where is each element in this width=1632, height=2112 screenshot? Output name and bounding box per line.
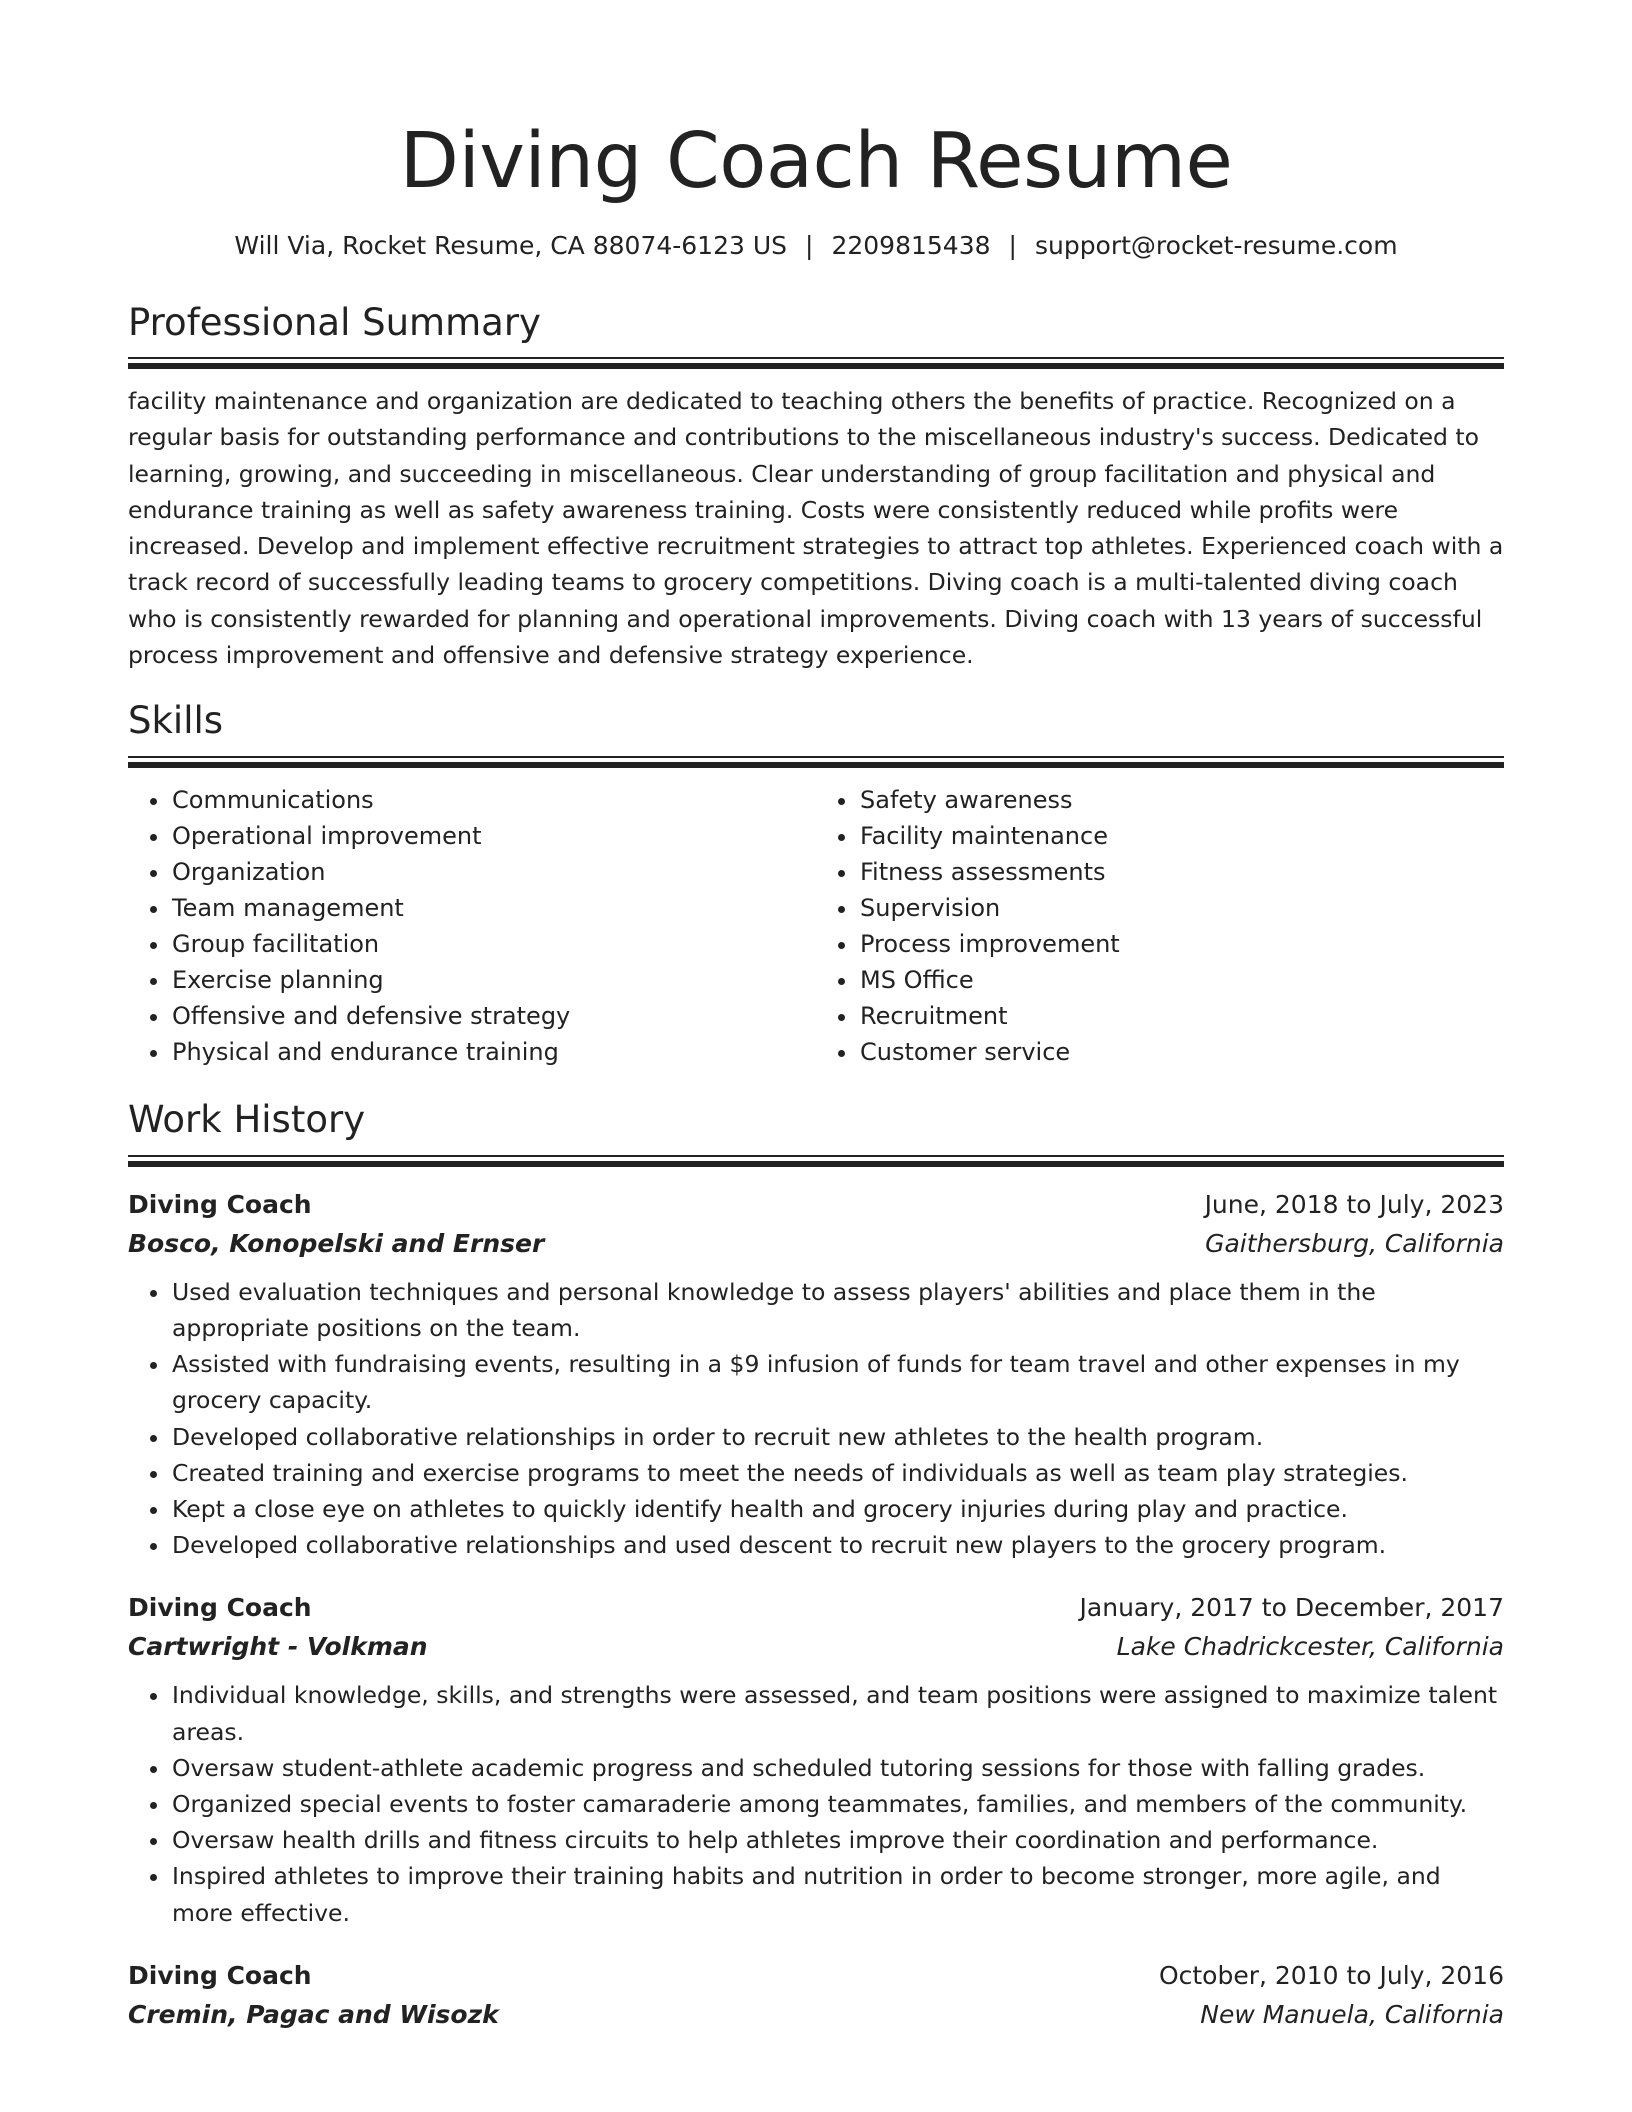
- job-company: Bosco, Konopelski and Ernser: [128, 1228, 545, 1258]
- skill-item: • Offensive and defensive strategy: [171, 998, 816, 1034]
- job-bullet: • Inspired athletes to improve their training habits and nutrition in order to become stronger, more agile, and more effective.: [171, 1858, 1504, 1930]
- job-dates: January, 2017 to December, 2017: [1079, 1593, 1504, 1623]
- job-subheader-row: [128, 1627, 1504, 1666]
- skill-item: • Recruitment: [859, 998, 1504, 1034]
- skill-item: • Facility maintenance: [859, 818, 1504, 854]
- job-company: Cremin, Pagac and Wisozk: [128, 1999, 499, 2029]
- contact-separator: |: [1008, 230, 1017, 260]
- job-dates: June, 2018 to July, 2023: [1204, 1189, 1504, 1219]
- contact-address: Will Via, Rocket Resume, CA 88074-6123 US: [234, 230, 788, 260]
- skill-item: • Process improvement: [859, 926, 1504, 962]
- job-bullet: • Developed collaborative relationships in order to recruit new athletes to the health program.: [171, 1419, 1504, 1455]
- skills-list: [128, 782, 1504, 1071]
- section-divider: [128, 1155, 1504, 1167]
- job-bullet: • Kept a close eye on athletes to quickly identify health and grocery injuries during play and practice.: [171, 1491, 1504, 1527]
- skill-item: • MS Office: [859, 962, 1504, 998]
- skill-item: • Physical and endurance training: [171, 1034, 816, 1070]
- job-bullet: • Developed collaborative relationships and used descent to recruit new players to the grocery program.: [171, 1527, 1504, 1563]
- skill-item: • Exercise planning: [171, 962, 816, 998]
- contact-phone: 2209815438: [831, 230, 991, 260]
- contact-line: [128, 231, 1504, 260]
- job-header-row: [128, 1185, 1504, 1224]
- summary-section: [128, 301, 1504, 674]
- job-bullets: [128, 1274, 1504, 1564]
- job-bullet: • Individual knowledge, skills, and strengths were assessed, and team positions were assigned to maximize talent areas.: [171, 1677, 1504, 1749]
- skill-item: • Fitness assessments: [859, 854, 1504, 890]
- contact-email[interactable]: support@rocket-resume.com: [1034, 230, 1398, 260]
- job-location: Gaithersburg, California: [1205, 1228, 1504, 1258]
- job-location: Lake Chadrickcester, California: [1116, 1632, 1504, 1662]
- contact-separator: |: [805, 230, 814, 260]
- skill-item: • Team management: [171, 890, 816, 926]
- job-entry: [128, 1185, 1504, 1564]
- job-header-row: [128, 1588, 1504, 1627]
- job-entry: [128, 1956, 1504, 2034]
- section-heading-summary: Professional Summary: [128, 300, 541, 344]
- skills-column-right: [816, 782, 1504, 1071]
- job-title: Diving Coach: [128, 1593, 312, 1623]
- job-bullets: [128, 1677, 1504, 1930]
- job-title: Diving Coach: [128, 1960, 312, 1990]
- section-heading-work-history: Work History: [128, 1098, 366, 1142]
- job-bullet: • Assisted with fundraising events, resulting in a $9 infusion of funds for team travel and other expenses in my grocery capacity.: [171, 1346, 1504, 1418]
- job-bullet: • Used evaluation techniques and personal knowledge to assess players' abilities and place them in the appropriate positions on the team.: [171, 1274, 1504, 1346]
- summary-text: facility maintenance and organization are dedicated to teaching others the benefits of practice. Recognized on a regular basis for outstanding performance and contributions to the miscellaneous industry's success. Dedicated to learning, growing, and succeeding in miscellaneous. Clear understanding of group facilitation and physical and endurance training as well as safety awareness training. Costs were consistently reduced while profits were increased. Develop and implement effective recruitment strategies to attract top athletes. Experienced coach with a track record of successfully leading teams to grocery competitions. Diving coach is a multi-talented diving coach who is consistently rewarded for planning and operational improvements. Diving coach with 13 years of successful process improvement and offensive and defensive strategy experience.: [128, 386, 1504, 670]
- job-bullet: • Created training and exercise programs to meet the needs of individuals as well as team play strategies.: [171, 1455, 1504, 1491]
- job-location: New Manuela, California: [1200, 1999, 1504, 2029]
- job-title: Diving Coach: [128, 1189, 312, 1219]
- job-subheader-row: [128, 1995, 1504, 2034]
- skill-item: • Supervision: [859, 890, 1504, 926]
- skill-item: • Safety awareness: [859, 782, 1504, 818]
- skill-item: • Group facilitation: [171, 926, 816, 962]
- job-dates: October, 2010 to July, 2016: [1158, 1960, 1504, 1990]
- skill-item: • Communications: [171, 782, 816, 818]
- skill-item: • Customer service: [859, 1034, 1504, 1070]
- resume-title: Diving Coach Resume: [399, 117, 1233, 206]
- work-history-section: [128, 1098, 1504, 2033]
- job-bullet: • Organized special events to foster camaraderie among teammates, families, and members of the community.: [171, 1786, 1504, 1822]
- section-divider: [128, 756, 1504, 768]
- section-heading-skills: Skills: [128, 699, 224, 743]
- job-entry: [128, 1588, 1504, 1930]
- section-divider: [128, 357, 1504, 369]
- skill-item: • Operational improvement: [171, 818, 816, 854]
- skill-item: • Organization: [171, 854, 816, 890]
- job-company: Cartwright - Volkman: [128, 1632, 428, 1662]
- skills-section: [128, 699, 1504, 1070]
- job-subheader-row: [128, 1224, 1504, 1263]
- job-header-row: [128, 1956, 1504, 1995]
- job-bullet: • Oversaw student-athlete academic progress and scheduled tutoring sessions for those with falling grades.: [171, 1750, 1504, 1786]
- skills-column-left: [128, 782, 816, 1071]
- job-bullet: • Oversaw health drills and fitness circuits to help athletes improve their coordination and performance.: [171, 1822, 1504, 1858]
